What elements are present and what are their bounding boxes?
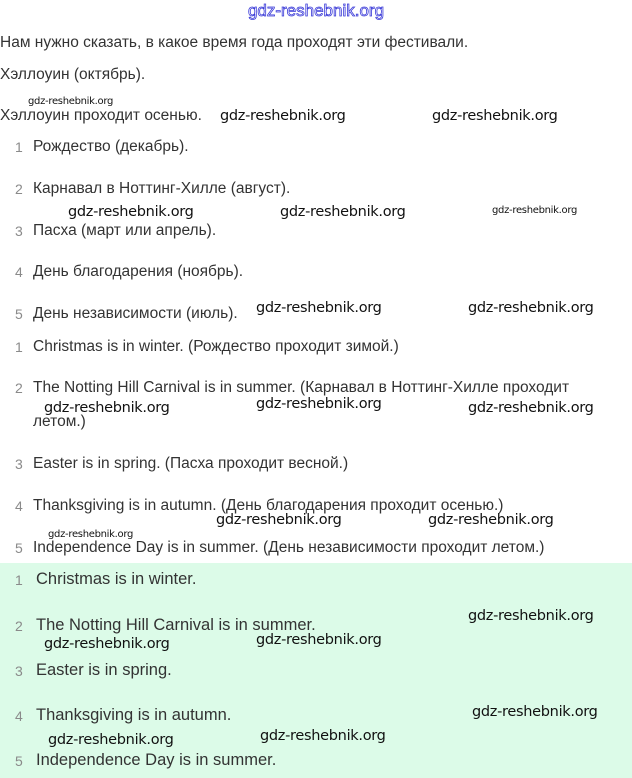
translated-answer: Christmas is in winter. (Рождество проходит зимой.) xyxy=(33,338,399,355)
watermark: gdz-reshebnik.org xyxy=(468,400,594,416)
watermark: gdz-reshebnik.org xyxy=(48,529,134,540)
watermark: gdz-reshebnik.org xyxy=(468,300,594,316)
answer-item: Christmas is in winter. xyxy=(36,570,197,588)
watermark: gdz-reshebnik.org xyxy=(220,108,346,124)
watermark: gdz-reshebnik.org xyxy=(260,728,386,744)
item-number: 2 xyxy=(15,380,23,396)
item-number: 1 xyxy=(15,339,23,355)
festival-item: Пасха (март или апрель). xyxy=(33,222,217,239)
item-number: 1 xyxy=(15,572,23,588)
item-number: 2 xyxy=(15,181,23,197)
watermark: gdz-reshebnik.org xyxy=(216,512,342,528)
item-number: 1 xyxy=(15,139,23,155)
item-number: 5 xyxy=(15,753,23,769)
answer-item: Easter is in spring. xyxy=(36,661,172,679)
watermark: gdz-reshebnik.org xyxy=(68,204,194,220)
watermark: gdz-reshebnik.org xyxy=(48,732,174,748)
item-number: 4 xyxy=(15,498,23,514)
watermark: gdz-reshebnik.org xyxy=(44,400,170,416)
translated-answer-continuation: летом.) xyxy=(33,413,86,430)
festival-item: День благодарения (ноябрь). xyxy=(33,263,244,280)
watermark: gdz-reshebnik.org xyxy=(256,300,382,316)
translated-answer: The Notting Hill Carnival is in summer. (Карнавал в Ноттинг-Хилле проходит xyxy=(33,379,570,396)
watermark: gdz-reshebnik.org xyxy=(44,636,170,652)
answer-item: Thanksgiving is in autumn. xyxy=(36,706,232,724)
example-answer: Хэллоуин проходит осенью. xyxy=(0,107,202,124)
watermark: gdz-reshebnik.org xyxy=(468,608,594,624)
watermark: gdz-reshebnik.org xyxy=(492,205,578,216)
watermark: gdz-reshebnik.org xyxy=(432,108,558,124)
item-number: 5 xyxy=(15,306,23,322)
festival-item: Рождество (декабрь). xyxy=(33,138,189,155)
answer-item: The Notting Hill Carnival is in summer. xyxy=(36,616,316,634)
translated-answer: Thanksgiving is in autumn. (День благодарения проходит осенью.) xyxy=(33,497,504,514)
example-question: Хэллоуин (октябрь). xyxy=(0,66,146,83)
item-number: 4 xyxy=(15,708,23,724)
item-number: 3 xyxy=(15,456,23,472)
intro-text: Нам нужно сказать, в какое время года проходят эти фестивали. xyxy=(0,34,469,51)
watermark: gdz-reshebnik.org xyxy=(28,96,114,107)
translated-answer: Independence Day is in summer. (День независимости проходит летом.) xyxy=(33,539,545,556)
answer-item: Independence Day is in summer. xyxy=(36,751,277,769)
item-number: 3 xyxy=(15,663,23,679)
festival-item: День независимости (июль). xyxy=(33,305,238,322)
watermark: gdz-reshebnik.org xyxy=(280,204,406,220)
item-number: 5 xyxy=(15,540,23,556)
item-number: 2 xyxy=(15,618,23,634)
watermark: gdz-reshebnik.org xyxy=(428,512,554,528)
watermark: gdz-reshebnik.org xyxy=(256,632,382,648)
item-number: 3 xyxy=(15,223,23,239)
header-watermark: gdz-reshebnik.org xyxy=(247,1,385,20)
watermark: gdz-reshebnik.org xyxy=(472,704,598,720)
watermark: gdz-reshebnik.org xyxy=(256,396,382,412)
festival-item: Карнавал в Ноттинг-Хилле (август). xyxy=(33,180,291,197)
item-number: 4 xyxy=(15,264,23,280)
translated-answer: Easter is in spring. (Пасха проходит весной.) xyxy=(33,455,349,472)
